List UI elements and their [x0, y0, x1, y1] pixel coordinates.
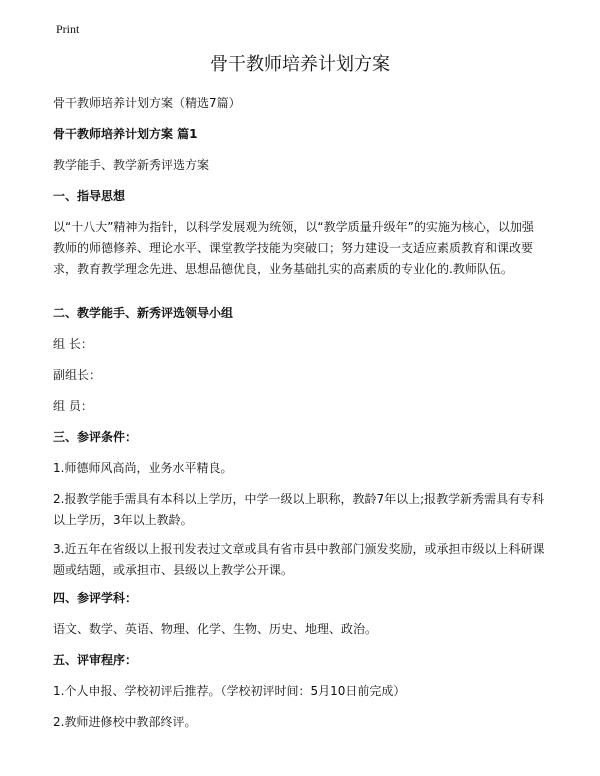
- intro-text: 教学能手、教学新秀评选方案: [53, 158, 210, 172]
- section-heading-subjects: 四、参评学科：: [53, 591, 138, 605]
- procedure-step: 2.教师进修校中教部终评。: [53, 715, 197, 729]
- section-heading-leadership-group: 二、教学能手、新秀评选领导小组: [53, 306, 234, 320]
- document-subtitle: 骨干教师培养计划方案（精选7篇）: [53, 96, 241, 110]
- group-leader-line: 组 长：: [53, 337, 93, 351]
- section-heading-conditions: 三、参评条件：: [53, 430, 138, 444]
- condition-item: 1.师德师风高尚，业务水平精良。: [53, 461, 233, 475]
- vice-leader-line: 副组长：: [53, 368, 102, 382]
- part-title: 骨干教师培养计划方案 篇1: [53, 127, 198, 141]
- guiding-thought-paragraph: 以“十八大”精神为指针，以科学发展观为统领，以“教学质量升级年”的实施为核心，以加强教师的师德修养、理论水平、课堂教学技能为突破口；努力建设一支适应素质教育和课改要求，教育教学理念先进、思想品德优良，业务基础扎实的高素质的专业化的.教师队伍。: [53, 220, 534, 276]
- condition-item: 2.报教学能手需具有本科以上学历，中学一级以上职称，教龄7年以上;报教学新秀需具有专科以上学历，3年以上教龄。: [53, 492, 545, 527]
- condition-item: 3.近五年在省级以上报刊发表过文章或具有省市县中教部门颁发奖励，或承担市级以上科研课题或结题，或承担市、县级以上教学公开课。: [53, 542, 545, 577]
- section-heading-review-procedure: 五、评审程序：: [53, 653, 138, 667]
- group-members-line: 组 员：: [53, 399, 93, 413]
- print-link[interactable]: Print: [56, 22, 80, 36]
- subjects-list: 语文、数学、英语、物理、化学、生物、历史、地理、政治。: [53, 622, 378, 636]
- document-title: 骨干教师培养计划方案: [210, 54, 390, 75]
- procedure-step: 1.个人申报、学校初评后推荐。（学校初评时间：5月10日前完成）: [53, 684, 406, 698]
- section-heading-guiding-thought: 一、指导思想: [53, 189, 126, 203]
